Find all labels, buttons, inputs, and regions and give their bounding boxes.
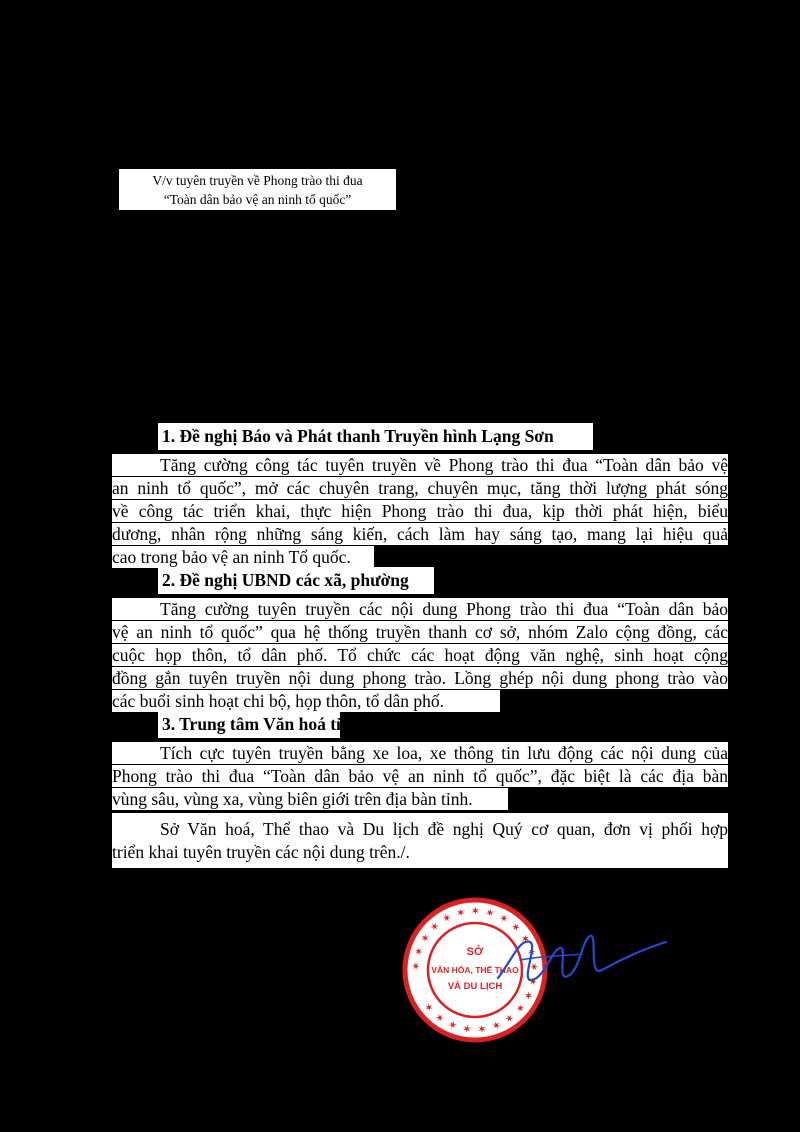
section-2-line-1: Tăng cường tuyên truyền các nội dung Phong trào thi đua “Toàn dân bảo (112, 598, 728, 620)
section-2-line-4: đồng gắn tuyên truyền nội dung phong trào. Lồng ghép nội dung phong trào vào (112, 668, 728, 688)
signature (490, 920, 670, 1000)
section-2-line-3: cuộc họp thôn, tổ dân phố. Tổ chức các hoạt động văn nghệ, sinh hoạt cộng (112, 645, 728, 665)
document-subject (119, 169, 396, 210)
section-1-line-5: cao trong bảo vệ an ninh Tổ quốc. (112, 546, 374, 568)
stamp-line-1: SỞ (466, 946, 484, 958)
closing-line-2: triển khai tuyên truyền các nội dung trên./. (112, 841, 728, 863)
section-2-line-2: vệ an ninh tổ quốc” qua hệ thống truyền thanh cơ sở, nhóm Zalo cộng đồng, các (112, 622, 728, 642)
section-3-line-1: Tích cực tuyên truyền bằng xe loa, xe thông tin lưu động các nội dung của (112, 742, 728, 764)
subject-line-1: V/v tuyên truyền về Phong trào thi đua (152, 172, 363, 188)
section-1-line-2: an ninh tổ quốc”, mở các chuyên trang, chuyên mục, tăng thời lượng phát sóng (112, 478, 728, 498)
section-2-line-5: các buổi sinh hoạt chi bộ, họp thôn, tổ dân phố. (112, 690, 500, 712)
closing-line-1: Sở Văn hoá, Thể thao và Du lịch đề nghị Quý cơ quan, đơn vị phối hợp (112, 818, 728, 840)
section-1-line-1: Tăng cường công tác tuyên truyền về Phong trào thi đua “Toàn dân bảo vệ (112, 454, 728, 476)
section-3-line-2: Phong trào thi đua “Toàn dân bảo vệ an ninh tổ quốc”, đặc biệt là các địa bàn (112, 766, 728, 786)
section-1-line-4: dương, nhân rộng những sáng kiến, cách làm hay sáng tạo, mang lại hiệu quả (112, 524, 728, 544)
section-1-heading: 1. Đề nghị Báo và Phát thanh Truyền hình Lạng Sơn (158, 423, 593, 450)
section-3-heading: 3. Trung tâm Văn hoá tỉnh (158, 711, 340, 738)
section-3-line-3: vùng sâu, vùng xa, vùng biên giới trên địa bàn tỉnh. (112, 788, 508, 810)
section-2-heading: 2. Đề nghị UBND các xã, phường (158, 567, 434, 594)
stamp-line-3: VÀ DU LỊCH (447, 981, 503, 992)
section-1-line-3: về công tác triển khai, thực hiện Phong trào thi đua, kịp thời phát hiện, biểu (112, 501, 728, 521)
subject-line-2: “Toàn dân bảo vệ an ninh tổ quốc” (163, 191, 352, 207)
svg-text:✶ ✶ ✶ ✶ ✶ ✶ ✶ ✶ ✶ ✶ ✶ ✶ ✶ ✶ ✶: ✶ ✶ ✶ ✶ ✶ ✶ ✶ ✶ ✶ ✶ ✶ ✶ ✶ ✶ ✶ ✶ ✶ ✶ ✶ ✶ ✶ ✶ ✶ (410, 905, 540, 1035)
stamp-line-2: VĂN HÓA, THỂ THAO (431, 965, 519, 975)
